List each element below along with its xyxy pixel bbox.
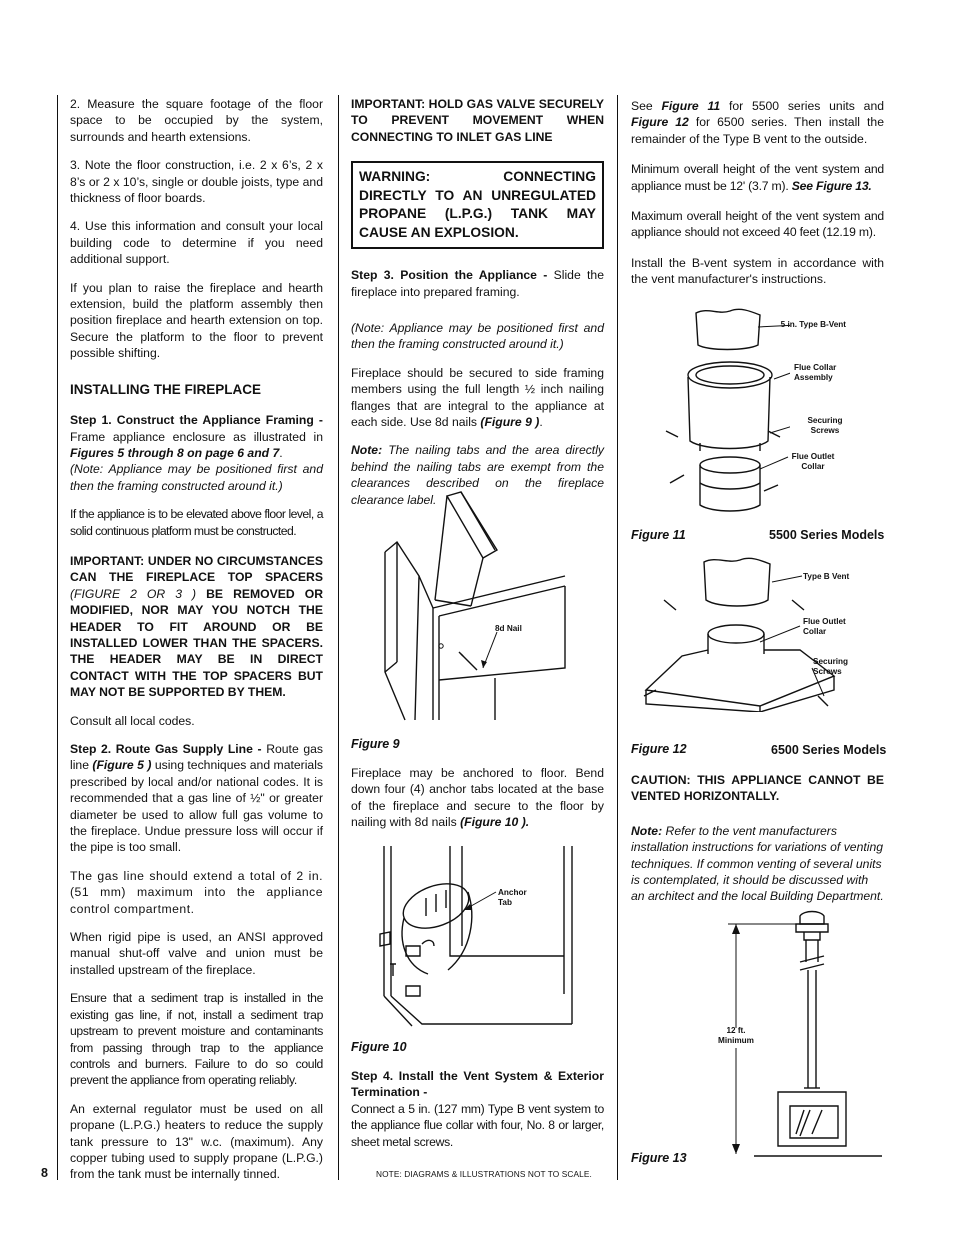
see-figure-text [631,98,884,147]
see-c: for 6500 series. Then install the remainder of the Type B vent to the outside. [631,115,884,146]
see-ref-2: Figure 12 [631,115,689,130]
fig12-series: 6500 Series Models [771,743,887,757]
note-label: Note: [351,443,383,458]
secured-end: . [539,415,543,430]
elevated-text: If the appliance is to be elevated above floor level, a solid continuous platform must be constructed. [70,507,323,538]
fig11-label-collar: Flue Collar Assembly [794,363,837,382]
step-2-ref: (Figure 5 ) [92,758,152,773]
install-text: Install the B-vent system in accordance with the vent manufacturer's instructions. [631,255,884,287]
fig9-caption: Figure 9 [351,737,400,751]
fig9-label-nail: 8d Nail [495,624,522,633]
important-ref: (FIGURE 2 OR 3 ) [70,586,197,601]
step-1-end: . [279,445,283,460]
fig10-label-anchor: Anchor Tab [498,888,527,907]
min-a: Minimum overall height of the vent system and appliance must be 12' (3.7 m). [631,162,884,193]
vent-note-text: Refer to the vent manufacturers installation instructions for variations of venting techniques. If common venting of several units is contemplated, it should be discussed with an architect and the local Building Department. [631,823,884,904]
step-2-a: Route gas line [70,742,323,773]
step-3-note: (Note: Appliance may be positioned first and then the framing constructed around it.) [351,321,604,352]
step-1-ref: Figures 5 through 8 on page 6 and 7 [70,445,280,460]
fig13-label-min: 12 ft. Minimum [718,1026,754,1045]
step-2 [70,741,323,856]
fig12-caption: Figure 12 [631,742,687,756]
see-a: See [631,99,662,113]
figure-11-illustration [660,305,790,517]
vent-note-label: Note: [631,823,663,838]
scale-note: NOTE: DIAGRAMS & ILLUSTRATIONS NOT TO SCALE. [376,1169,592,1179]
note-text: The nailing tabs and the area directly behind the nailing tabs are exempt from the clearances described on the fireplace clearance label. [351,443,604,507]
see-ref-1: Figure 11 [661,99,721,113]
step-measure: 2. Measure the square footage of the floor space to be occupied by the system, surrounds and hearth extensions. [70,97,323,144]
step-1-title: Step 1. Construct the Appliance Framing - [70,413,323,428]
figure-10-illustration [376,846,580,1030]
consult-codes: Consult all local codes. [70,713,195,728]
important-spacers [70,553,323,701]
warning-box: WARNING: CONNECTING DIRECTLY TO AN UNREGULATED PROPANE (L.P.G.) TANK MAY CAUSE AN EXPLOSION. [351,161,604,249]
rigid-pipe-text: When rigid pipe is used, an ANSI approved manual shut-off valve and union must be installed upstream of the fireplace. [70,930,323,977]
fig11-label-screws: Securing Screws [807,416,843,435]
secured-a: Fireplace should be secured to side framing members using the full length ½ inch nailing flanges that are integral to the appliance at each side. Use 8d nails [351,365,604,430]
secured-ref: (Figure 9 ) [480,415,540,430]
secured-text [351,365,604,431]
step-4 [351,1068,604,1150]
fig11-series: 5500 Series Models [769,528,885,542]
fig12-label-outlet: Flue Outlet Collar [803,617,846,636]
column-rule-left [57,95,58,1180]
anchor-text-block [351,765,604,843]
column-rule-middle [338,95,339,1180]
vent-note [631,823,884,905]
fig13-caption: Figure 13 [631,1151,687,1165]
column-1 [70,96,323,1195]
step-floor-construction: 3. Note the floor construction, i.e. 2 x 6’s, 2 x 8’s or 2 x 10’s, single or double joists, type and thickness of floor boards. [70,158,323,206]
step-2-b: using techniques and materials prescribed by local and/or national codes. It is recommended that a gas line of ½" or greater diameter be used to allow full gas volume to the fireplace. Undue pressure loss will occur if the pipe is too small. [70,758,323,855]
step-1 [70,412,323,494]
step-4-block [351,1068,604,1150]
step-4-title: Step 4. Install the Vent System & Exterior Termination - [351,1069,604,1100]
caution-text: CAUTION: THIS APPLIANCE CANNOT BE VENTED HORIZONTALLY. [631,773,884,804]
column-rule-right [617,95,618,1180]
fig10-caption: Figure 10 [351,1040,407,1054]
regulator-text: An external regulator must be used on all propane (L.P.G.) heaters to reduce the supply tank pressure to 13" w.c. (maximum). Any copper tubing used to supply propane (L.P.G.) from the tank must be internally tinned. [70,1101,323,1182]
important-a: IMPORTANT: UNDER NO CIRCUMSTANCES CAN THE FIREPLACE TOP SPACERS [70,553,323,585]
anchor-text [351,765,604,831]
figure-9-illustration [375,490,575,722]
step-3 [351,267,604,300]
fig11-label-vent: 5 in. Type B-Vent [780,320,846,329]
fig12-label-screws: Securing Screws [813,657,849,676]
fig12-label-vent: Type B Vent [803,572,850,581]
step-2-title: Step 2. Route Gas Supply Line - [70,742,262,756]
max-height-text: Maximum overall height of the vent system and appliance should not exceed 40 feet (12.19 m). [631,209,884,240]
step-1-text: Frame appliance enclosure as illustrated in [70,429,323,444]
anchor-ref: (Figure 10 ). [460,815,530,830]
fig11-caption: Figure 11 [631,528,686,542]
fig11-label-outlet: Flue Outlet Collar [791,452,835,471]
important-b: BE REMOVED OR MODIFIED, NOR MAY YOU NOTCH THE HEADER TO FIT AROUND OR BE INSTALLED LOWER THAN THE SPACERS. THE HEADER MAY BE IN DIRECT CONTACT WITH THE TOP SPACERS BUT MAY NOT BE SUPPORTED BY THEM. [70,586,323,700]
step-1-note: (Note: Appliance may be positioned first and then the framing constructed around it.) [70,462,323,493]
column-3 [631,98,884,300]
sediment-trap-text: Ensure that a sediment trap is installed in the existing gas line, if not, install a sediment trap upstream to prevent moisture and contaminants from passing through trap to the appliance controls and burners. Failure to do so could prevent the appliance from operating reliably. [70,991,323,1088]
min-ref: See Figure 13. [791,178,872,193]
important-gas-valve: IMPORTANT: HOLD GAS VALVE SECURELY TO PREVENT MOVEMENT WHEN CONNECTING TO INLET GAS LINE [351,97,604,144]
step-4-text: Connect a 5 in. (127 mm) Type B vent system to the appliance flue collar with four, No. 8 or larger, sheet metal screws. [351,1101,604,1149]
step-building-code: 4. Use this information and consult your local building code to determine if you need additional support. [70,219,323,267]
anchor-a: Fireplace may be anchored to floor. Bend down four (4) anchor tabs located at the base of the fireplace and secure to the floor by nailing with 8d nails [351,766,604,830]
see-b: for 5500 series units and [720,99,884,113]
column-2 [351,96,604,520]
min-height-text [631,161,884,194]
column-3-lower [631,772,884,917]
step-3-text: Slide the fireplace into prepared framing. [351,268,604,299]
page-number: 8 [41,1166,48,1180]
section-heading: INSTALLING THE FIREPLACE [70,381,261,397]
gasline-text: The gas line should extend a total of 2 in. (51 mm) maximum into the appliance control compartment. [70,868,323,916]
raise-platform-text: If you plan to raise the fireplace and hearth extension, build the platform assembly then position fireplace and hearth extension on top. Secure the platform to the floor to prevent possible shifting. [70,280,323,361]
step-3-title: Step 3. Position the Appliance - [351,268,548,283]
